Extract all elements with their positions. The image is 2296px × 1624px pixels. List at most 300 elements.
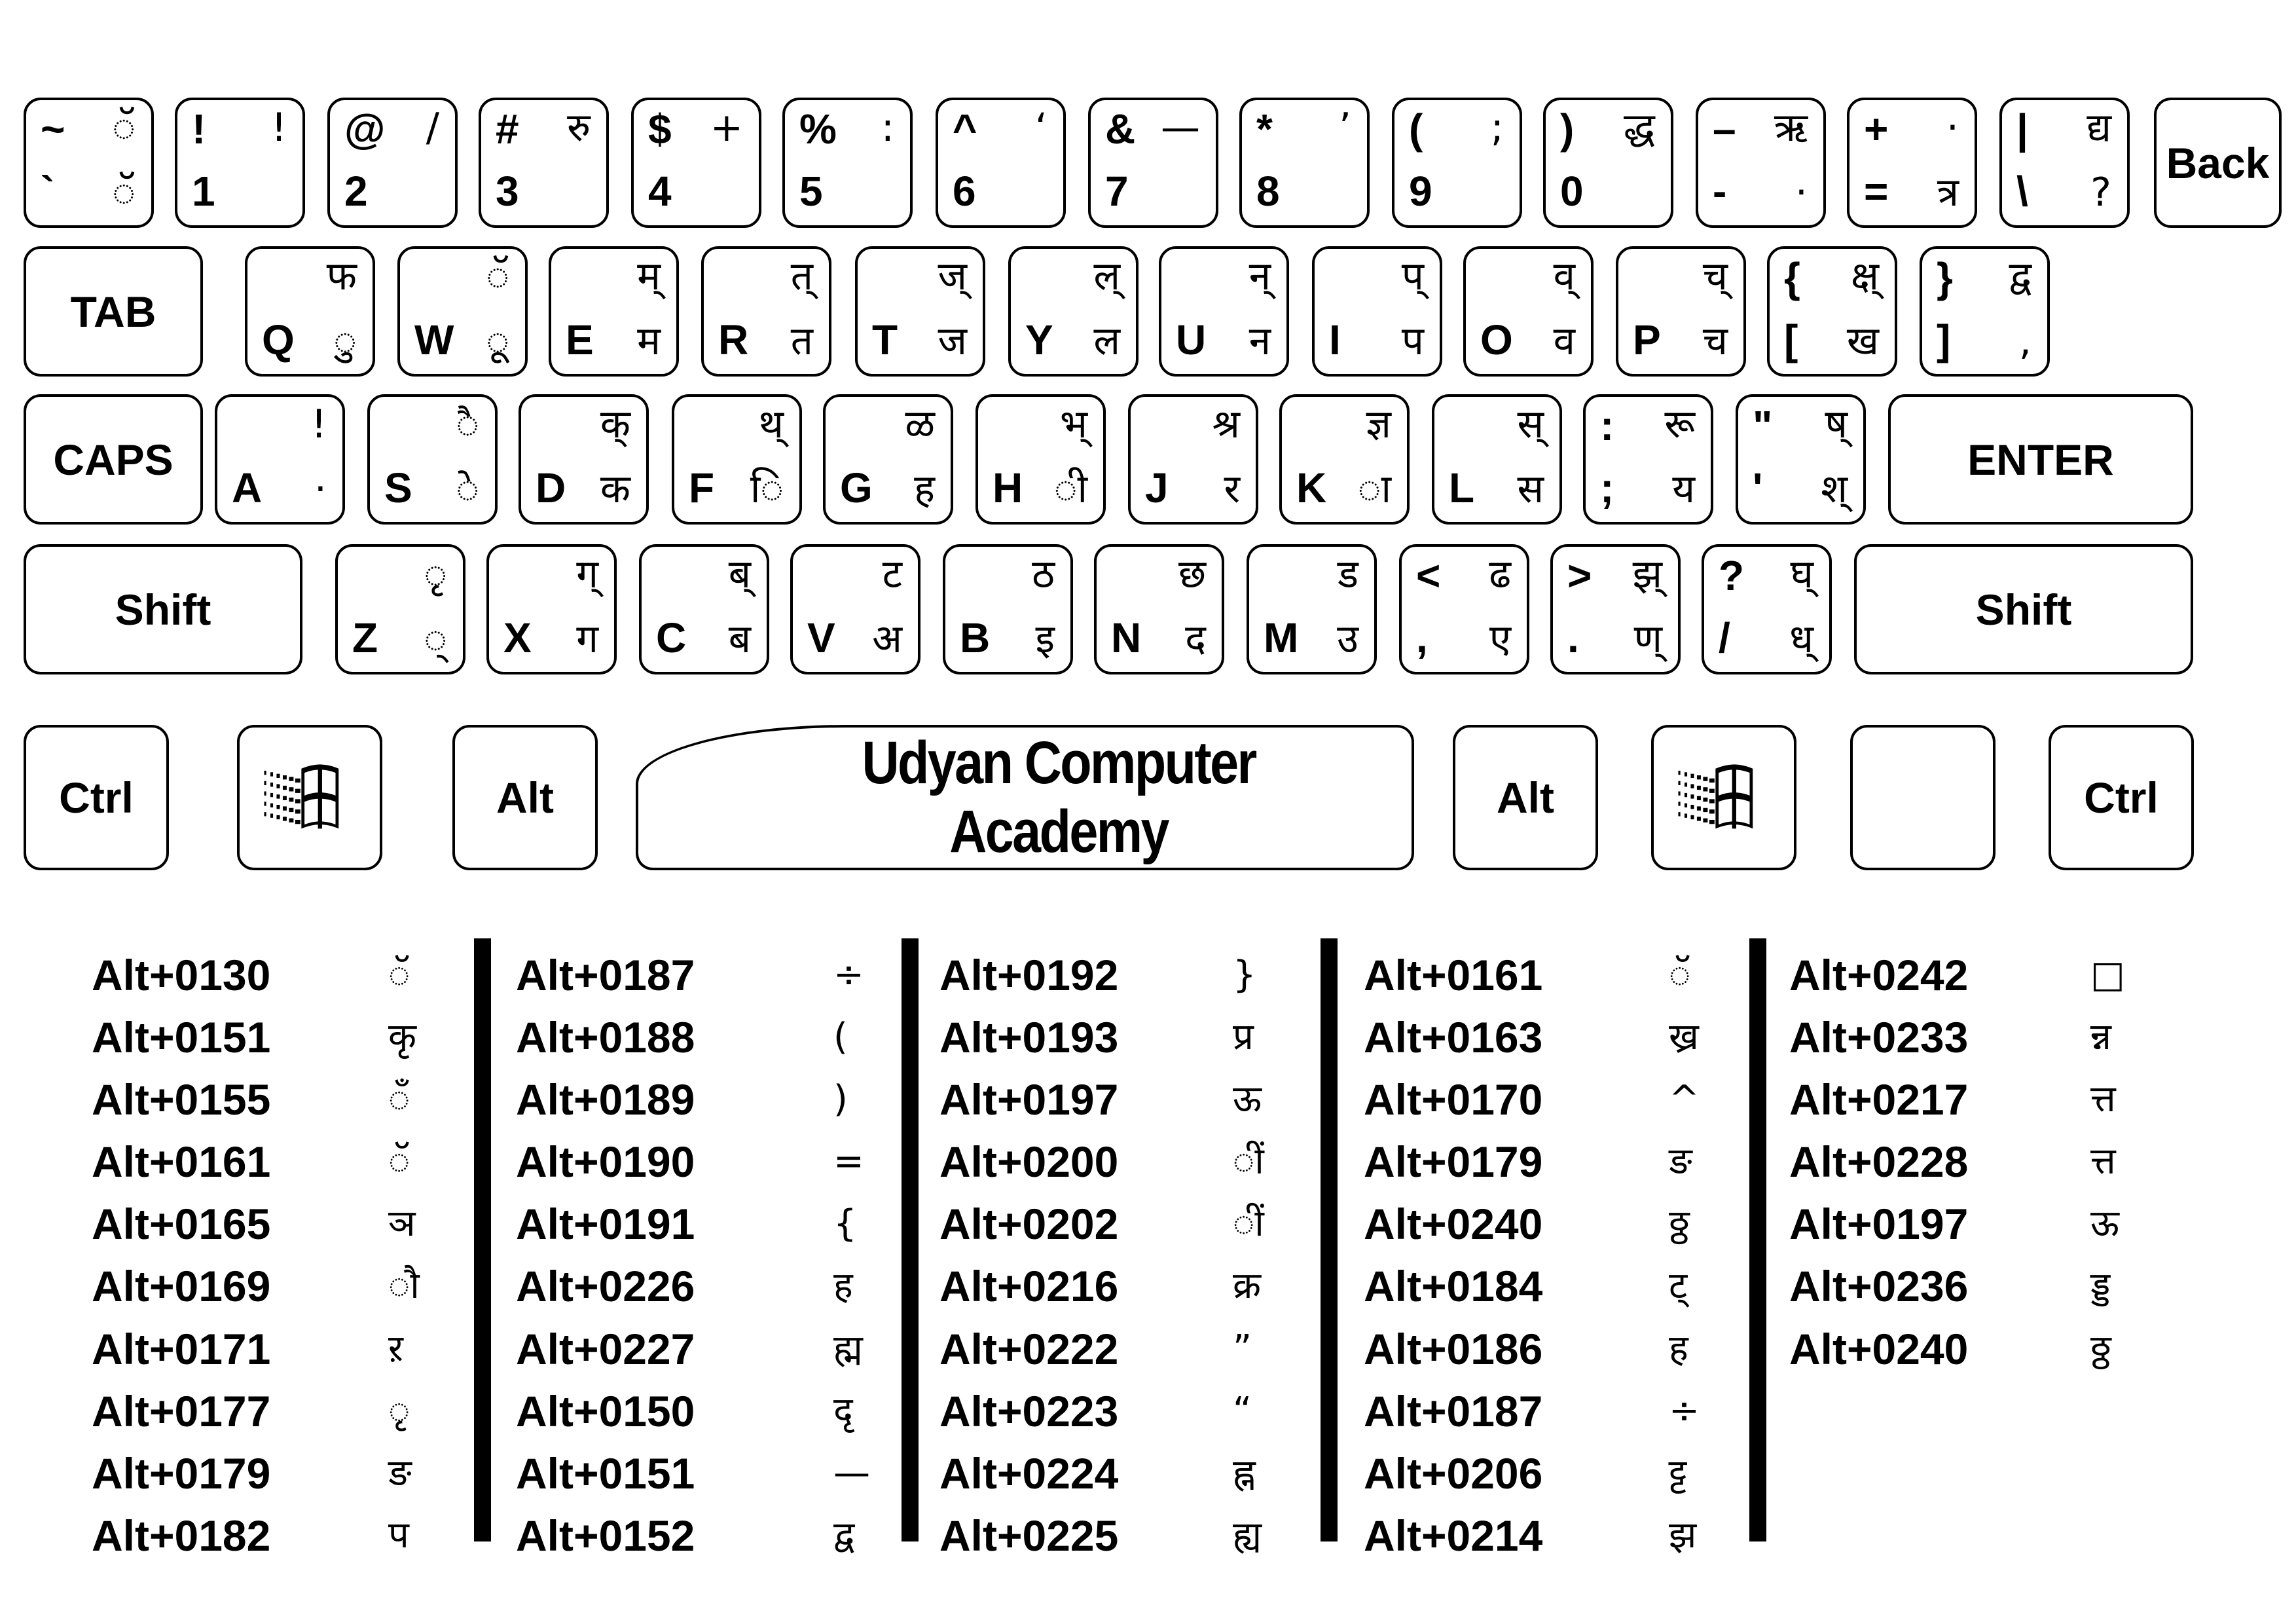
alt-code-row (1364, 1509, 1749, 1562)
alt-code-row (939, 1385, 1325, 1437)
key-comma-base-char: , (1416, 614, 1428, 661)
alt-code-row (92, 1198, 477, 1250)
alt-code-character: “ (1233, 1390, 1252, 1432)
key-7-base-char: 7 (1105, 168, 1129, 215)
alt-code-row (516, 1011, 902, 1063)
alt-code-character: ँ (388, 1078, 410, 1120)
alt-code: Alt+0216 (939, 1262, 1119, 1310)
key-slash-shift-char: ? (1719, 552, 1745, 599)
alt-code-row (1789, 1323, 2175, 1375)
key-i-base-char: I (1329, 316, 1341, 363)
key-lbracket-shift-char: { (1784, 254, 1800, 301)
alt-code: Alt+0161 (92, 1137, 271, 1186)
key-g-hindi-shift-char: ळ (905, 401, 935, 447)
alt-code: Alt+0179 (1364, 1137, 1543, 1186)
alt-code-row (939, 949, 1325, 1001)
alt-code: Alt+0186 (1364, 1325, 1543, 1373)
alt-code-character: ङ (388, 1452, 412, 1494)
key-semicolon-hindi-char: य (1672, 466, 1695, 512)
key-u-hindi-shift-char: न् (1248, 253, 1271, 299)
alt-code-character: ञ (388, 1202, 416, 1245)
alt-code: Alt+0151 (516, 1449, 695, 1498)
key-4-base-char: 4 (648, 168, 672, 215)
alt-code-character: ह्म (833, 1327, 863, 1370)
key-quote-hindi-char: श् (1821, 466, 1848, 512)
key-f-base-char: F (689, 464, 715, 511)
key-p-hindi-shift-char: च् (1702, 253, 1728, 299)
key-0-base-char: 0 (1560, 168, 1584, 215)
key-5-hindi-shift-char: : (881, 105, 894, 151)
key-n-hindi-char: द (1185, 616, 1206, 662)
alt-code: Alt+0171 (92, 1325, 271, 1373)
key-b-hindi-shift-char: ठ (1032, 551, 1055, 597)
alt-code-character: ठ्ठ (2090, 1327, 2111, 1370)
key-y-hindi-char: ल (1093, 318, 1120, 364)
alt-code-character: □ (2090, 953, 2125, 996)
key-semicolon-base-char: ; (1600, 464, 1614, 511)
key-l-hindi-char: स (1517, 466, 1544, 512)
alt-code-row (1789, 1011, 2175, 1063)
alt-code: Alt+0242 (1789, 951, 1969, 999)
alt-code: Alt+0169 (92, 1262, 271, 1310)
key-8-base-char: 8 (1256, 168, 1280, 215)
alt-code-character: = (833, 1140, 864, 1183)
key-tilde-base-char: ` (41, 168, 55, 215)
alt-code-row (1364, 1260, 1749, 1312)
alt-code: Alt+0189 (516, 1075, 695, 1124)
alt-code: Alt+0179 (92, 1449, 271, 1498)
alt-code: Alt+0240 (1364, 1200, 1543, 1248)
key-lalt-label: Alt (496, 773, 554, 822)
alt-code-character: ) (833, 1078, 848, 1120)
alt-code: Alt+0240 (1789, 1325, 1969, 1373)
alt-code-character: ॅ (1669, 953, 1691, 996)
key-u-hindi-char: न (1248, 318, 1271, 364)
key-lctrl-label: Ctrl (59, 773, 134, 822)
alt-code-character: ह (1669, 1327, 1688, 1370)
alt-code-character: ीं (1233, 1140, 1264, 1183)
key-tab-label: TAB (70, 287, 156, 336)
key-h-hindi-char: ी (1053, 466, 1087, 512)
alt-code-row (1789, 1135, 2175, 1188)
alt-code: Alt+0197 (1789, 1200, 1969, 1248)
key-comma-hindi-shift-char: ढ (1489, 551, 1511, 597)
alt-code-row (939, 1135, 1325, 1188)
alt-code-row (939, 1323, 1325, 1375)
alt-code: Alt+0192 (939, 951, 1119, 999)
alt-code-character: ौ (388, 1264, 420, 1307)
key-6-shift-char: ^ (953, 105, 977, 153)
key-caps-label: CAPS (53, 435, 173, 484)
key-b-base-char: B (960, 614, 991, 661)
key-rctrl-label: Ctrl (2084, 773, 2159, 822)
key-q-hindi-char: ु (333, 318, 357, 364)
key-5-shift-char: % (799, 105, 837, 153)
key-f-hindi-shift-char: थ् (758, 401, 784, 447)
alt-code-character: ङ (1669, 1140, 1692, 1183)
alt-code-character: झ (1669, 1514, 1697, 1557)
alt-code: Alt+0233 (1789, 1013, 1969, 1061)
alt-code-row (516, 1447, 902, 1500)
alt-code-row (516, 1260, 902, 1312)
alt-code-character: न्न (2090, 1016, 2111, 1058)
key-a-base-char: A (232, 464, 263, 511)
alt-code-row (1364, 1385, 1749, 1437)
alt-code-character: ÷ (1669, 1390, 1700, 1432)
alt-code-row (1364, 1198, 1749, 1250)
alt-code: Alt+0200 (939, 1137, 1119, 1186)
key-rshift-label: Shift (1975, 585, 2072, 634)
alt-code: Alt+0227 (516, 1325, 695, 1373)
key-lshift-label: Shift (115, 585, 211, 634)
key-2-shift-char: @ (344, 105, 386, 153)
alt-code: Alt+0182 (92, 1511, 271, 1560)
key-ralt-label: Alt (1497, 773, 1554, 822)
key-o-hindi-char: व (1553, 318, 1575, 364)
key-k-hindi-char: ा (1357, 466, 1391, 512)
alt-code-row (516, 1385, 902, 1437)
key-3-shift-char: # (496, 105, 519, 153)
key-e-hindi-shift-char: म् (637, 253, 661, 299)
key-s-base-char: S (384, 464, 412, 511)
key-minus-base-char: - (1713, 168, 1727, 215)
alt-code-row (92, 1323, 477, 1375)
key-rbracket-hindi-shift-char: द्व (2009, 253, 2032, 299)
alt-code-row (939, 1260, 1325, 1312)
alt-code: Alt+0170 (1364, 1075, 1543, 1124)
key-backslash-base-char: \ (2016, 168, 2028, 215)
key-1-base-char: 1 (192, 168, 215, 215)
key-comma-shift-char: < (1416, 552, 1441, 599)
key-t-hindi-shift-char: ज् (938, 253, 967, 299)
key-tilde-hindi-shift-char: ॅ (112, 105, 136, 151)
key-minus-shift-char: – (1713, 105, 1736, 153)
alt-code-character: ॅ (388, 953, 410, 996)
key-m-hindi-shift-char: ड (1337, 551, 1358, 597)
alt-code-character: त्त (2090, 1078, 2116, 1120)
key-backslash-hindi-char: ? (2090, 170, 2111, 215)
key-slash-hindi-char: ध् (1789, 616, 1813, 662)
alt-code-row (516, 1135, 902, 1188)
key-w-hindi-shift-char: ॅ (486, 253, 509, 299)
alt-code: Alt+0214 (1364, 1511, 1543, 1560)
alt-code: Alt+0187 (1364, 1387, 1543, 1435)
key-d-hindi-shift-char: क् (600, 401, 630, 447)
key-semicolon-hindi-shift-char: रू (1664, 401, 1695, 447)
key-semicolon-shift-char: : (1600, 402, 1614, 449)
key-0-shift-char: ) (1560, 105, 1575, 153)
key-equals-shift-char: + (1864, 105, 1889, 153)
alt-code-character: ऊ (1233, 1078, 1262, 1120)
key-g-hindi-char: ह (914, 466, 935, 512)
key-period-hindi-shift-char: झ् (1632, 551, 1662, 597)
key-l-hindi-shift-char: स् (1517, 401, 1544, 447)
key-lbracket-hindi-char: ख (1846, 318, 1879, 364)
key-period-base-char: . (1567, 614, 1579, 661)
key-s-hindi-char: े (456, 466, 479, 512)
key-k-hindi-shift-char: ज्ञ (1366, 401, 1391, 447)
alt-code: Alt+0165 (92, 1200, 271, 1248)
key-8-shift-char: * (1256, 105, 1273, 153)
alt-code-character: दृ (833, 1390, 853, 1432)
key-1-hindi-shift-char: ! (270, 105, 287, 151)
alt-code-row (92, 1385, 477, 1437)
key-c-hindi-shift-char: ब् (728, 551, 751, 597)
alt-code: Alt+0177 (92, 1387, 271, 1435)
key-slash-base-char: / (1719, 614, 1730, 661)
alt-code-character: त्त (2090, 1140, 2116, 1183)
alt-code-character: { (833, 1202, 857, 1245)
alt-code-character: कृ (388, 1016, 417, 1058)
alt-code-row (939, 1073, 1325, 1126)
alt-code-character: ड्ड (2090, 1264, 2111, 1307)
key-k-base-char: K (1296, 464, 1327, 511)
alt-code-character: ह (833, 1264, 853, 1307)
key-backspace-label: Back (2166, 138, 2270, 187)
alt-code: Alt+0188 (516, 1013, 695, 1061)
key-9-shift-char: ( (1409, 105, 1423, 153)
key-j-hindi-shift-char: श्र (1212, 401, 1240, 447)
alt-code: Alt+0150 (516, 1387, 695, 1435)
alt-code-character: ऱ (388, 1327, 403, 1370)
key-8-hindi-shift-char: ’ (1338, 105, 1351, 151)
key-g-base-char: G (840, 464, 873, 511)
alt-code: Alt+0226 (516, 1262, 695, 1310)
alt-code-row (92, 1135, 477, 1188)
alt-code: Alt+0228 (1789, 1137, 1969, 1186)
key-f-hindi-char: ि (750, 466, 784, 512)
key-equals-hindi-shift-char: · (1946, 105, 1959, 151)
key-4-shift-char: $ (648, 105, 672, 153)
alt-code-character: ख्र (1669, 1016, 1699, 1058)
alt-code-row (1789, 1073, 2175, 1126)
key-b-hindi-char: इ (1035, 616, 1055, 662)
key-p-hindi-char: च (1702, 318, 1728, 364)
alt-code-row (516, 1073, 902, 1126)
key-1-shift-char: ! (192, 105, 206, 153)
key-i-hindi-char: प (1401, 318, 1424, 364)
alt-code: Alt+0236 (1789, 1262, 1969, 1310)
alt-code: Alt+0151 (92, 1013, 271, 1061)
key-backslash-hindi-shift-char: द्य (2086, 105, 2111, 151)
key-d-base-char: D (536, 464, 566, 511)
key-period-hindi-char: ण् (1633, 616, 1662, 662)
key-minus-hindi-shift-char: ऋ (1774, 105, 1808, 151)
alt-code: Alt+0222 (939, 1325, 1119, 1373)
key-z-hindi-shift-char: ृ (424, 551, 447, 597)
alt-code: Alt+0191 (516, 1200, 695, 1248)
key-slash-hindi-shift-char: घ् (1790, 551, 1813, 597)
key-x-hindi-char: ग (576, 616, 598, 662)
key-j-hindi-char: र (1224, 466, 1240, 512)
alt-code: Alt+0152 (516, 1511, 695, 1560)
key-rbracket-base-char: ] (1937, 316, 1951, 363)
key-a-hindi-char: · (314, 466, 327, 512)
alt-code: Alt+0225 (939, 1511, 1119, 1560)
alt-code-character: ÷ (833, 953, 864, 996)
key-lbracket-hindi-shift-char: क्ष् (1850, 253, 1879, 299)
alt-code: Alt+0193 (939, 1013, 1119, 1061)
alt-code-character: प (388, 1514, 409, 1557)
key-w-hindi-char: ू (486, 318, 509, 364)
alt-code-character: ठ्ठ (1669, 1202, 1690, 1245)
alt-code-row (1364, 1073, 1749, 1126)
alt-code-row (1789, 1198, 2175, 1250)
alt-code-character: ( (833, 1016, 848, 1058)
key-o-base-char: O (1480, 316, 1513, 363)
alt-code: Alt+0206 (1364, 1449, 1543, 1498)
key-x-hindi-shift-char: ग् (576, 551, 598, 597)
key-m-hindi-char: उ (1337, 616, 1358, 662)
key-4-hindi-shift-char: + (710, 105, 743, 151)
key-h-base-char: H (993, 464, 1023, 511)
key-tilde-hindi-char: ॅ (112, 170, 136, 215)
key-r-hindi-char: त (790, 318, 813, 364)
alt-code-character: ृ (388, 1390, 410, 1432)
alt-code: Alt+0184 (1364, 1262, 1543, 1310)
alt-code-character: ट् (1669, 1264, 1688, 1307)
alt-code-character: ह्य (1233, 1514, 1262, 1557)
alt-code-row (1364, 1135, 1749, 1188)
key-l-base-char: L (1449, 464, 1475, 511)
key-7-shift-char: & (1105, 105, 1136, 153)
key-rbracket-shift-char: } (1937, 254, 1953, 301)
alt-code-row (1789, 1260, 2175, 1312)
key-0-hindi-shift-char: द्ध (1624, 105, 1655, 151)
key-n-hindi-shift-char: छ (1178, 551, 1206, 597)
alt-code: Alt+0130 (92, 951, 271, 999)
alt-code-character: ॅ (388, 1140, 410, 1183)
key-w-base-char: W (414, 316, 454, 363)
alt-code-row (516, 1323, 902, 1375)
key-i-hindi-shift-char: प् (1401, 253, 1424, 299)
key-u-base-char: U (1176, 316, 1207, 363)
alt-code-row (939, 1509, 1325, 1562)
alt-code-row (1789, 949, 2175, 1001)
key-j-base-char: J (1145, 464, 1169, 511)
key-n-base-char: N (1111, 614, 1142, 661)
key-rbracket-hindi-char: , (2018, 318, 2032, 364)
alt-code-row (939, 1198, 1325, 1250)
alt-code-character: ह्न (1233, 1452, 1256, 1494)
alt-code-row (516, 1509, 902, 1562)
key-9-hindi-shift-char: ; (1490, 105, 1504, 151)
key-minus-hindi-char: · (1795, 170, 1808, 215)
key-lbracket-base-char: [ (1784, 316, 1798, 363)
alt-code: Alt+0197 (939, 1075, 1119, 1124)
key-9-base-char: 9 (1409, 168, 1432, 215)
alt-code-character: द्व (833, 1514, 855, 1557)
key-enter-label: ENTER (1967, 435, 2114, 484)
key-t-base-char: T (872, 316, 898, 363)
key-m-base-char: M (1264, 614, 1299, 661)
column-divider (1749, 938, 1766, 1541)
key-equals-base-char: = (1864, 168, 1889, 215)
key-quote-base-char: ' (1753, 464, 1763, 511)
alt-code-character: ” (1233, 1327, 1252, 1370)
alt-code-character: क्र (1233, 1264, 1262, 1307)
key-r-base-char: R (718, 316, 749, 363)
key-e-base-char: E (566, 316, 594, 363)
alt-code-row (92, 1447, 477, 1500)
alt-code-row (1364, 949, 1749, 1001)
key-y-hindi-shift-char: ल् (1093, 253, 1120, 299)
key-6-hindi-shift-char: ‘ (1034, 105, 1048, 151)
alt-code-character: प्र (1233, 1016, 1254, 1058)
alt-code: Alt+0163 (1364, 1013, 1543, 1061)
alt-code-row (516, 1198, 902, 1250)
key-backslash-shift-char: | (2016, 105, 2028, 153)
key-c-base-char: C (656, 614, 687, 661)
alt-code-row (92, 1260, 477, 1312)
key-q-base-char: Q (262, 316, 295, 363)
alt-code-character: } (1233, 953, 1256, 996)
key-2-hindi-shift-char: / (426, 105, 439, 151)
key-v-hindi-shift-char: ट (882, 551, 902, 597)
alt-code-row (92, 1509, 477, 1562)
key-a-hindi-shift-char: ! (310, 401, 327, 447)
alt-code: Alt+0187 (516, 951, 695, 999)
key-x-base-char: X (503, 614, 532, 661)
key-z-base-char: Z (352, 614, 378, 661)
key-q-hindi-shift-char: फ (326, 253, 357, 299)
key-7-hindi-shift-char: — (1161, 105, 1200, 151)
alt-code: Alt+0224 (939, 1449, 1119, 1498)
key-3-base-char: 3 (496, 168, 519, 215)
alt-code: Alt+0155 (92, 1075, 271, 1124)
key-z-hindi-char: ् (424, 616, 447, 662)
key-v-hindi-char: अ (872, 616, 902, 662)
alt-code-row (1364, 1011, 1749, 1063)
alt-code: Alt+0217 (1789, 1075, 1969, 1124)
key-5-base-char: 5 (799, 168, 823, 215)
key-s-hindi-shift-char: ै (456, 401, 479, 447)
alt-code-character: ट्ट (1669, 1452, 1687, 1494)
alt-code-character: ीं (1233, 1202, 1264, 1245)
key-6-base-char: 6 (953, 168, 976, 215)
key-r-hindi-shift-char: त् (790, 253, 813, 299)
alt-code-character: ऊ (2090, 1202, 2119, 1245)
key-p-base-char: P (1633, 316, 1661, 363)
key-d-hindi-char: क (600, 466, 630, 512)
alt-code-character: — (833, 1452, 870, 1494)
alt-code-character: ^ (1669, 1078, 1700, 1120)
key-3-hindi-shift-char: रु (567, 105, 591, 151)
column-divider (902, 938, 919, 1541)
key-c-hindi-char: ब (728, 616, 751, 662)
alt-code: Alt+0223 (939, 1387, 1119, 1435)
key-comma-hindi-char: ए (1489, 616, 1511, 662)
key-y-base-char: Y (1025, 316, 1053, 363)
academy-name: Udyan Computer Academy (862, 729, 1256, 865)
alt-code-row (516, 949, 902, 1001)
alt-code-row (1364, 1323, 1749, 1375)
key-quote-hindi-shift-char: ष् (1825, 401, 1848, 447)
key-t-hindi-char: ज (938, 318, 967, 364)
key-quote-shift-char: " (1753, 402, 1773, 449)
alt-code-row (1364, 1447, 1749, 1500)
key-equals-hindi-char: त्र (1937, 170, 1959, 215)
alt-code-row (939, 1011, 1325, 1063)
alt-code: Alt+0161 (1364, 951, 1543, 999)
alt-code-row (92, 1073, 477, 1126)
alt-code-row (939, 1447, 1325, 1500)
alt-code: Alt+0190 (516, 1137, 695, 1186)
key-2-base-char: 2 (344, 168, 368, 215)
alt-code-row (92, 1011, 477, 1063)
key-o-hindi-shift-char: व् (1553, 253, 1575, 299)
key-tilde-shift-char: ~ (41, 105, 65, 153)
